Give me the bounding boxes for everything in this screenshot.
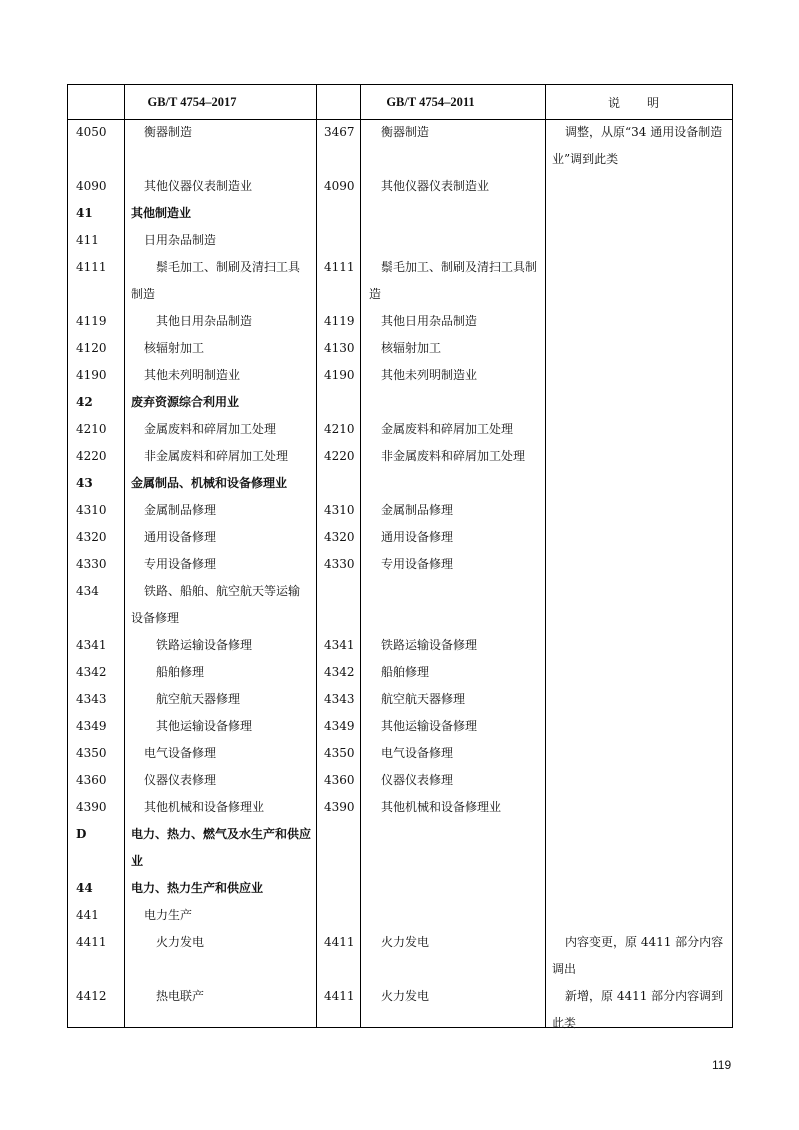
name-2011: 专用设备修理 xyxy=(381,557,454,571)
name-2011: 仪器仪表修理 xyxy=(381,773,454,787)
code-2011: 4310 xyxy=(324,503,355,517)
column-divider xyxy=(545,85,546,1027)
name-2017: 船舶修理 xyxy=(156,665,205,679)
name-2011: 航空航天器修理 xyxy=(381,692,466,706)
code-2011: 4320 xyxy=(324,530,355,544)
code-2011: 4341 xyxy=(324,638,355,652)
code-2017: 4350 xyxy=(76,746,107,760)
code-2017: 4330 xyxy=(76,557,107,571)
name-2011: 火力发电 xyxy=(381,989,430,1003)
name-2011: 其他日用杂品制造 xyxy=(381,314,478,328)
code-2017: D xyxy=(76,827,87,841)
name-2017: 专用设备修理 xyxy=(144,557,217,571)
code-2011: 4111 xyxy=(324,260,355,274)
code-2011: 4350 xyxy=(324,746,355,760)
name-2011: 船舶修理 xyxy=(381,665,430,679)
name-2017: 其他日用杂品制造 xyxy=(156,314,253,328)
code-2011: 4411 xyxy=(324,989,355,1003)
code-2017: 4343 xyxy=(76,692,107,706)
name-2011: 其他运输设备修理 xyxy=(381,719,478,733)
code-2017: 43 xyxy=(76,476,93,490)
page-number: 119 xyxy=(712,1058,732,1072)
code-2011: 4190 xyxy=(324,368,355,382)
code-2017: 4119 xyxy=(76,314,107,328)
name-2011: 火力发电 xyxy=(381,935,430,949)
name-2017: 核辐射加工 xyxy=(144,341,205,355)
code-2011: 4119 xyxy=(324,314,355,328)
name-2011: 金属制品修理 xyxy=(381,503,454,517)
column-divider xyxy=(124,85,125,1027)
name-2011: 其他仪器仪表制造业 xyxy=(381,179,490,193)
code-2011: 4220 xyxy=(324,449,355,463)
name-2017: 电气设备修理 xyxy=(144,746,217,760)
header-gbt-2017: GB/T 4754–2017 xyxy=(147,94,237,109)
code-2017: 4050 xyxy=(76,125,107,139)
header-gbt-2011: GB/T 4754–2011 xyxy=(386,94,475,109)
name-2017: 金属制品修理 xyxy=(144,503,217,517)
code-2017: 4111 xyxy=(76,260,107,274)
code-2017: 4220 xyxy=(76,449,107,463)
code-2017: 4411 xyxy=(76,935,107,949)
code-2017: 4342 xyxy=(76,665,107,679)
note: 新增，原 4411 部分内容调到此类 xyxy=(552,989,724,1030)
code-2017: 41 xyxy=(76,206,93,220)
name-2017: 其他未列明制造业 xyxy=(144,368,241,382)
column-divider xyxy=(360,85,361,1027)
code-2011: 4343 xyxy=(324,692,355,706)
name-2011: 其他未列明制造业 xyxy=(381,368,478,382)
name-2011: 金属废料和碎屑加工处理 xyxy=(381,422,514,436)
name-2017: 其他仪器仪表制造业 xyxy=(144,179,253,193)
name-2017: 衡器制造 xyxy=(144,125,193,139)
column-divider xyxy=(316,85,317,1027)
code-2011: 4390 xyxy=(324,800,355,814)
code-2011: 4210 xyxy=(324,422,355,436)
code-2017: 4310 xyxy=(76,503,107,517)
name-2017: 航空航天器修理 xyxy=(156,692,241,706)
name-2017: 通用设备修理 xyxy=(144,530,217,544)
name-2011: 衡器制造 xyxy=(381,125,430,139)
code-2017: 4360 xyxy=(76,773,107,787)
name-2017: 其他运输设备修理 xyxy=(156,719,253,733)
code-2011: 4411 xyxy=(324,935,355,949)
code-2017: 4090 xyxy=(76,179,107,193)
name-2017: 其他制造业 xyxy=(131,206,192,220)
name-2017: 废弃资源综合利用业 xyxy=(131,395,240,409)
note: 调整，从原“34 通用设备制造业”调到此类 xyxy=(552,125,723,166)
code-2017: 44 xyxy=(76,881,93,895)
note: 内容变更，原 4411 部分内容调出 xyxy=(552,935,724,976)
classification-table xyxy=(67,84,733,1028)
name-2017: 电力、热力、燃气及水生产和供应业 xyxy=(131,827,312,868)
name-2017: 非金属废料和碎屑加工处理 xyxy=(144,449,289,463)
name-2017: 铁路运输设备修理 xyxy=(156,638,253,652)
code-2017: 411 xyxy=(76,233,99,247)
code-2011: 4360 xyxy=(324,773,355,787)
name-2017: 日用杂品制造 xyxy=(144,233,217,247)
code-2017: 434 xyxy=(76,584,99,598)
code-2017: 4412 xyxy=(76,989,107,1003)
code-2011: 4349 xyxy=(324,719,355,733)
code-2011: 4330 xyxy=(324,557,355,571)
code-2011: 4130 xyxy=(324,341,355,355)
code-2011: 4342 xyxy=(324,665,355,679)
name-2017: 金属制品、机械和设备修理业 xyxy=(131,476,288,490)
name-2011: 铁路运输设备修理 xyxy=(381,638,478,652)
code-2017: 4320 xyxy=(76,530,107,544)
name-2011: 鬃毛加工、制刷及清扫工具制造 xyxy=(369,260,538,301)
code-2017: 4341 xyxy=(76,638,107,652)
code-2017: 441 xyxy=(76,908,99,922)
name-2011: 核辐射加工 xyxy=(381,341,442,355)
name-2017: 鬃毛加工、制刷及清扫工具制造 xyxy=(131,260,301,301)
name-2011: 其他机械和设备修理业 xyxy=(381,800,502,814)
code-2011: 3467 xyxy=(324,125,355,139)
name-2017: 仪器仪表修理 xyxy=(144,773,217,787)
name-2011: 通用设备修理 xyxy=(381,530,454,544)
name-2017: 电力生产 xyxy=(144,908,193,922)
code-2017: 4120 xyxy=(76,341,107,355)
name-2017: 火力发电 xyxy=(156,935,205,949)
name-2011: 电气设备修理 xyxy=(381,746,454,760)
code-2017: 4210 xyxy=(76,422,107,436)
name-2011: 非金属废料和碎屑加工处理 xyxy=(381,449,526,463)
name-2017: 热电联产 xyxy=(156,989,205,1003)
name-2017: 其他机械和设备修理业 xyxy=(144,800,265,814)
code-2011: 4090 xyxy=(324,179,355,193)
code-2017: 4190 xyxy=(76,368,107,382)
code-2017: 42 xyxy=(76,395,93,409)
header-note: 说 明 xyxy=(607,95,671,110)
name-2017: 电力、热力生产和供应业 xyxy=(131,881,264,895)
code-2017: 4390 xyxy=(76,800,107,814)
code-2017: 4349 xyxy=(76,719,107,733)
name-2017: 铁路、船舶、航空航天等运输设备修理 xyxy=(131,584,301,625)
name-2017: 金属废料和碎屑加工处理 xyxy=(144,422,277,436)
